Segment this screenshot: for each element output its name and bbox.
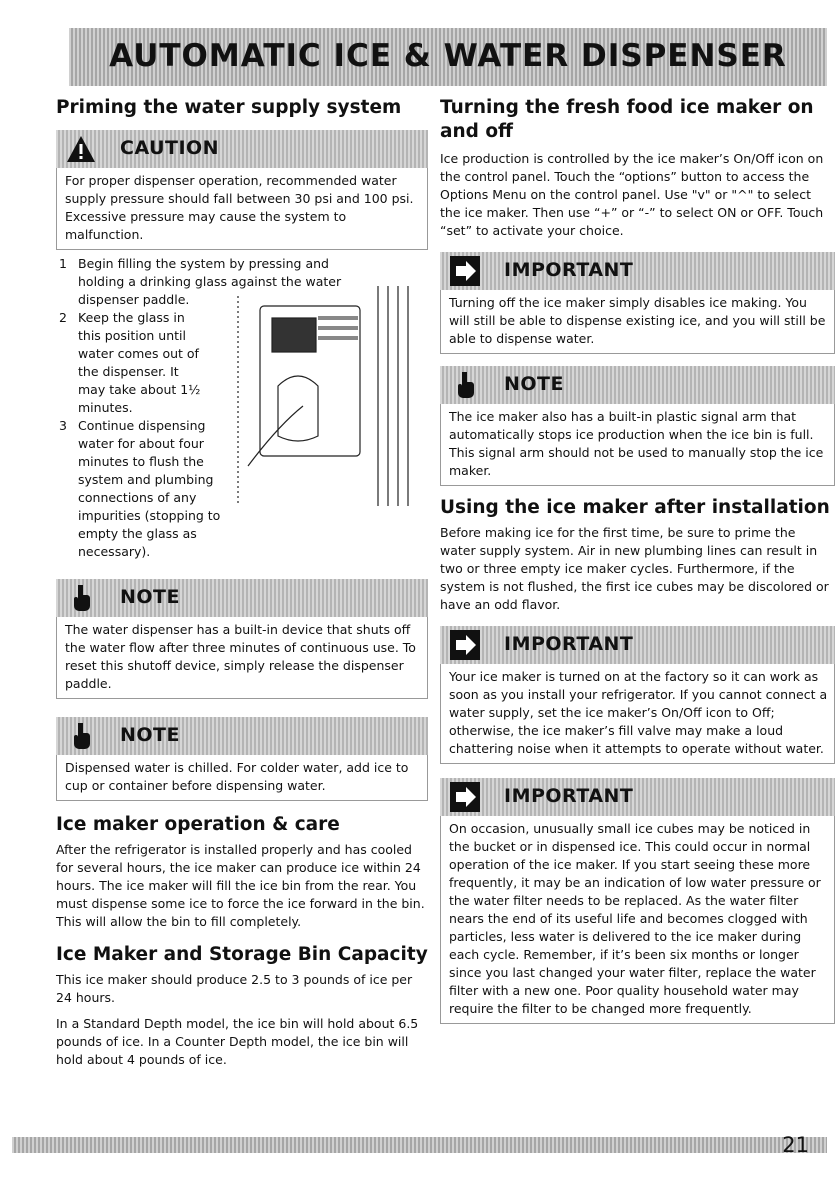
onoff-text: Ice production is controlled by the ice maker’s On/Off icon on the control panel. Touch the “options” button to access the Options Menu on the control panel. Use "v" or "^" to select the ice maker. Then use “+” or “-” to select ON or OFF. Touch “set” to activate your choice.: [440, 151, 824, 238]
page-number: 21: [782, 1133, 809, 1157]
note-text: The ice maker also has a built-in plastic signal arm that automatically stops ice production when the ice bin is full. This signal arm should not be used to manually stop the ice maker.: [440, 404, 835, 486]
note-text: The water dispenser has a built-in device that shuts off the water flow after three minutes of continuous use. To reset this shutoff device, simply release the dispenser paddle.: [56, 617, 428, 699]
right-column: [440, 96, 835, 1024]
priming-heading: Priming the water supply system: [56, 97, 402, 118]
onoff-heading: Turning the fresh food ice maker on and off: [440, 97, 814, 142]
list-item: 3 Continue dispensing water for about four minutes to flush the system and plumbing connections of any impurities (stopping to empty the glass as necessary).: [59, 418, 221, 559]
important-label: IMPORTANT: [504, 785, 634, 807]
important-label: IMPORTANT: [504, 259, 634, 281]
operation-heading: Ice maker operation & care: [56, 814, 340, 835]
capacity-heading: Ice Maker and Storage Bin Capacity: [56, 944, 428, 965]
caution-text: For proper dispenser operation, recommended water supply pressure should fall between 30 psi and 100 psi. Excessive pressure may cause the system to malfunction.: [56, 168, 428, 250]
capacity-text-2: In a Standard Depth model, the ice bin will hold about 6.5 pounds of ice. In a Counter Depth model, the ice bin will hold about 4 pounds of ice.: [56, 1016, 419, 1067]
after-install-heading: Using the ice maker after installation: [440, 497, 830, 518]
page-title: AUTOMATIC ICE & WATER DISPENSER: [109, 38, 787, 74]
note-box: [440, 366, 835, 486]
pointing-hand-icon: [450, 370, 480, 400]
caution-box: [56, 130, 428, 250]
capacity-text-1: This ice maker should produce 2.5 to 3 pounds of ice per 24 hours.: [56, 972, 413, 1005]
important-text: On occasion, unusually small ice cubes may be noticed in the bucket or in dispensed ice. This could occur in normal operation of the ice maker. If you start seeing these more frequently, it may be an indication of low water pressure or the water filter needs to be replaced. As the water filter nears the end of its useful life and becomes clogged with particles, less water is delivered to the ice maker during each cycle. Remember, if it’s been six months or longer since you last changed your water filter, replace the water filter with a new one. Poor quality household water may require the filter to be changed more frequently.: [440, 816, 835, 1024]
page-banner: [69, 28, 827, 86]
pointing-hand-icon: [66, 583, 96, 613]
note-label: NOTE: [504, 373, 564, 395]
operation-text: After the refrigerator is installed properly and has cooled for several hours, the ice maker can produce ice within 24 hours. The ice maker will fill the ice bin from the rear. You must dispense some ice to force the ice forward in the bin. This will allow the bin to fill completely.: [56, 842, 425, 929]
important-text: Your ice maker is turned on at the factory so it can work as soon as you install your refrigerator. If you cannot connect a water supply, set the ice maker’s On/Off icon to Off; otherwise, the ice maker’s fill valve may make a loud chattering noise when it attempts to operate without water.: [440, 664, 835, 764]
arrow-right-icon: [450, 256, 480, 286]
note-box: [56, 717, 428, 801]
page-footer: [12, 1133, 827, 1157]
arrow-right-icon: [450, 630, 480, 660]
note-label: NOTE: [120, 586, 180, 608]
dispenser-illustration: [218, 236, 433, 526]
caution-label: CAUTION: [120, 137, 220, 159]
note-label: NOTE: [120, 724, 180, 746]
note-text: Dispensed water is chilled. For colder water, add ice to cup or container before dispensing water.: [56, 755, 428, 801]
pointing-hand-icon: [66, 721, 96, 751]
important-box: [440, 252, 835, 354]
arrow-right-icon: [450, 782, 480, 812]
list-item: 2 Keep the glass in this position until water comes out of the dispenser. It may take about 1½ minutes.: [59, 310, 201, 415]
important-text: Turning off the ice maker simply disables ice making. You will still be able to dispense existing ice, and you will still be able to dispense water.: [440, 290, 835, 354]
note-box: [56, 579, 428, 699]
important-box: [440, 626, 835, 764]
important-label: IMPORTANT: [504, 633, 634, 655]
important-box: [440, 778, 835, 1024]
warning-triangle-icon: [66, 134, 96, 164]
after-install-text: Before making ice for the first time, be sure to prime the water supply system. Air in new plumbing lines can result in two or three empty ice maker cycles. Furthermore, if the system is not flushed, the first ice cubes may be discolored or have an odd flavor.: [440, 525, 829, 612]
list-item: 1 Begin filling the system by pressing and holding a drinking glass against the water dispenser paddle.: [59, 256, 342, 307]
